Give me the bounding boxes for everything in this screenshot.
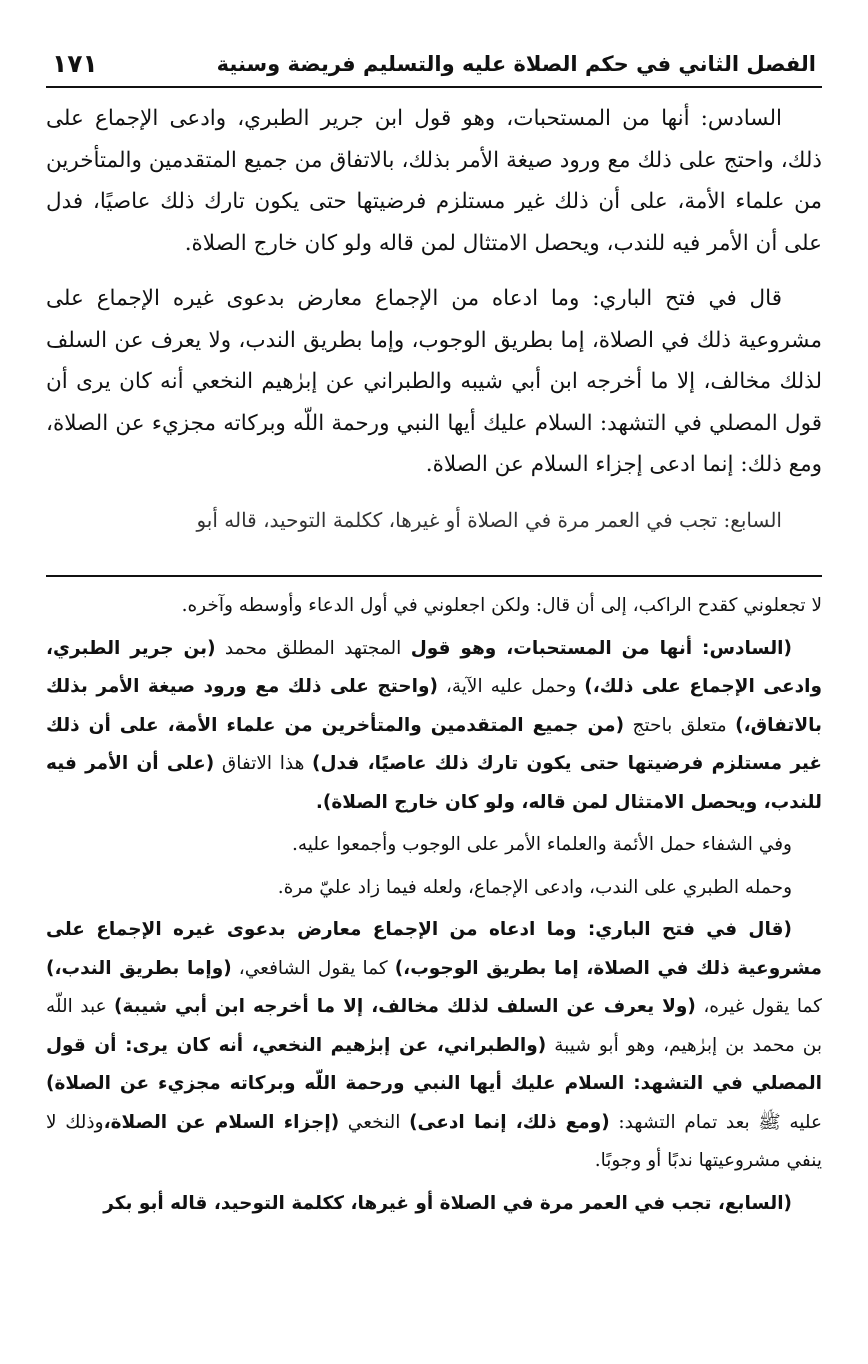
- paragraph-sixth-opinion: السادس: أنها من المستحبات، وهو قول ابن جرير الطبري، وادعى الإجماع على ذلك، واحتج على ذلك مع ورود صيغة الأمر بذلك، بالاتفاق من جميع المتقدمين والمتأخرين من علماء الأمة، على أن ذلك غير مستلزم فرضيتها حتى يكون تارك ذلك عاصيًا، فدل على أن الأمر فيه للندب، ويحصل الامتثال لمن قاله ولو كان خارج الصلاة.: [46, 106, 822, 256]
- book-page: [46, 40, 822, 1223]
- main-text: [46, 98, 822, 541]
- commentary-sixth: (السادس: أنها من المستحبات، وهو قول المجتهد المطلق محمد (بن جرير الطبري، وادعى الإجماع على ذلك،) وحمل عليه الآية، (واحتج على ذلك مع ورود صيغة الأمر بذلك بالاتفاق،) متعلق باحتج (من جميع المتقدمين والمتأخرين من علماء الأمة، على أن ذلك غير مستلزم فرضيتها حتى يكون تارك ذلك عاصيًا، فدل) هذا الاتفاق (على أن الأمر فيه للندب، ويحصل الامتثال لمن قاله، ولو كان خارج الصلاة).: [46, 637, 823, 813]
- page-number: ١٧١: [52, 49, 98, 78]
- paragraph-seventh-opinion: السابع: تجب في العمر مرة في الصلاة أو غيرها، ككلمة التوحيد، قاله أبو: [196, 507, 782, 532]
- running-header: [46, 40, 822, 84]
- commentary-line-1: لا تجعلوني كقدح الراكب، إلى أن قال: ولكن اجعلوني في أول الدعاء وأوسطه وآخره.: [181, 595, 822, 616]
- chapter-title: الفصل الثاني في حكم الصلاة عليه والتسليم فريضة وسنية: [216, 52, 816, 76]
- footnote-rule: [46, 575, 822, 577]
- commentary-shifa: وفي الشفاء حمل الأئمة والعلماء الأمر على الوجوب وأجمعوا عليه.: [292, 834, 792, 855]
- commentary: [46, 587, 822, 1223]
- commentary-tabari: وحمله الطبري على الندب، وادعى الإجماع، ولعله فيما زاد عليّ مرة.: [277, 876, 792, 898]
- paragraph-fath-al-bari: قال في فتح الباري: وما ادعاه من الإجماع معارض بدعوى غيره الإجماع على مشروعية ذلك في الصلاة، إما بطريق الوجوب، وإما بطريق الندب، ولا يعرف عن السلف لذلك مخالف، إلا ما أخرجه ابن أبي شيبه والطبراني عن إبرٰهيم النخعي أنه كان يرى أن قول المصلي في التشهد: السلام عليك أيها النبي ورحمة اللّه وبركاته مجزيء عن الصلاة، ومع ذلك: إنما ادعى إجزاء السلام عن الصلاة.: [46, 286, 822, 477]
- commentary-fath-al-bari: (قال في فتح الباري: وما ادعاه من الإجماع معارض بدعوى غيره الإجماع على مشروعية ذلك في الصلاة، إما بطريق الوجوب،) كما يقول الشافعي، (وإما بطريق الندب،) كما يقول غيره، (ولا يعرف عن السلف لذلك مخالف، إلا ما أخرجه ابن أبي شيبة) عبد اللّه بن محمد بن إبرٰهيم، وهو أبو شيبة (والطبراني، عن إبرٰهيم النخعي، أنه كان يرى: أن قول المصلي في التشهد: السلام عليك أيها النبي ورحمة اللّه وبركاته مجزيء عن الصلاة) عليه ﷺ بعد تمام التشهد: (ومع ذلك، إنما ادعى) النخعي (إجزاء السلام عن الصلاة،وذلك لا ينفي مشروعيتها ندبًا أو وجوبًا.: [46, 919, 822, 1171]
- header-rule: [46, 86, 822, 88]
- commentary-seventh: (السابع، تجب في العمر مرة في الصلاة أو غيرها، ككلمة التوحيد، قاله أبو بكر: [103, 1192, 792, 1214]
